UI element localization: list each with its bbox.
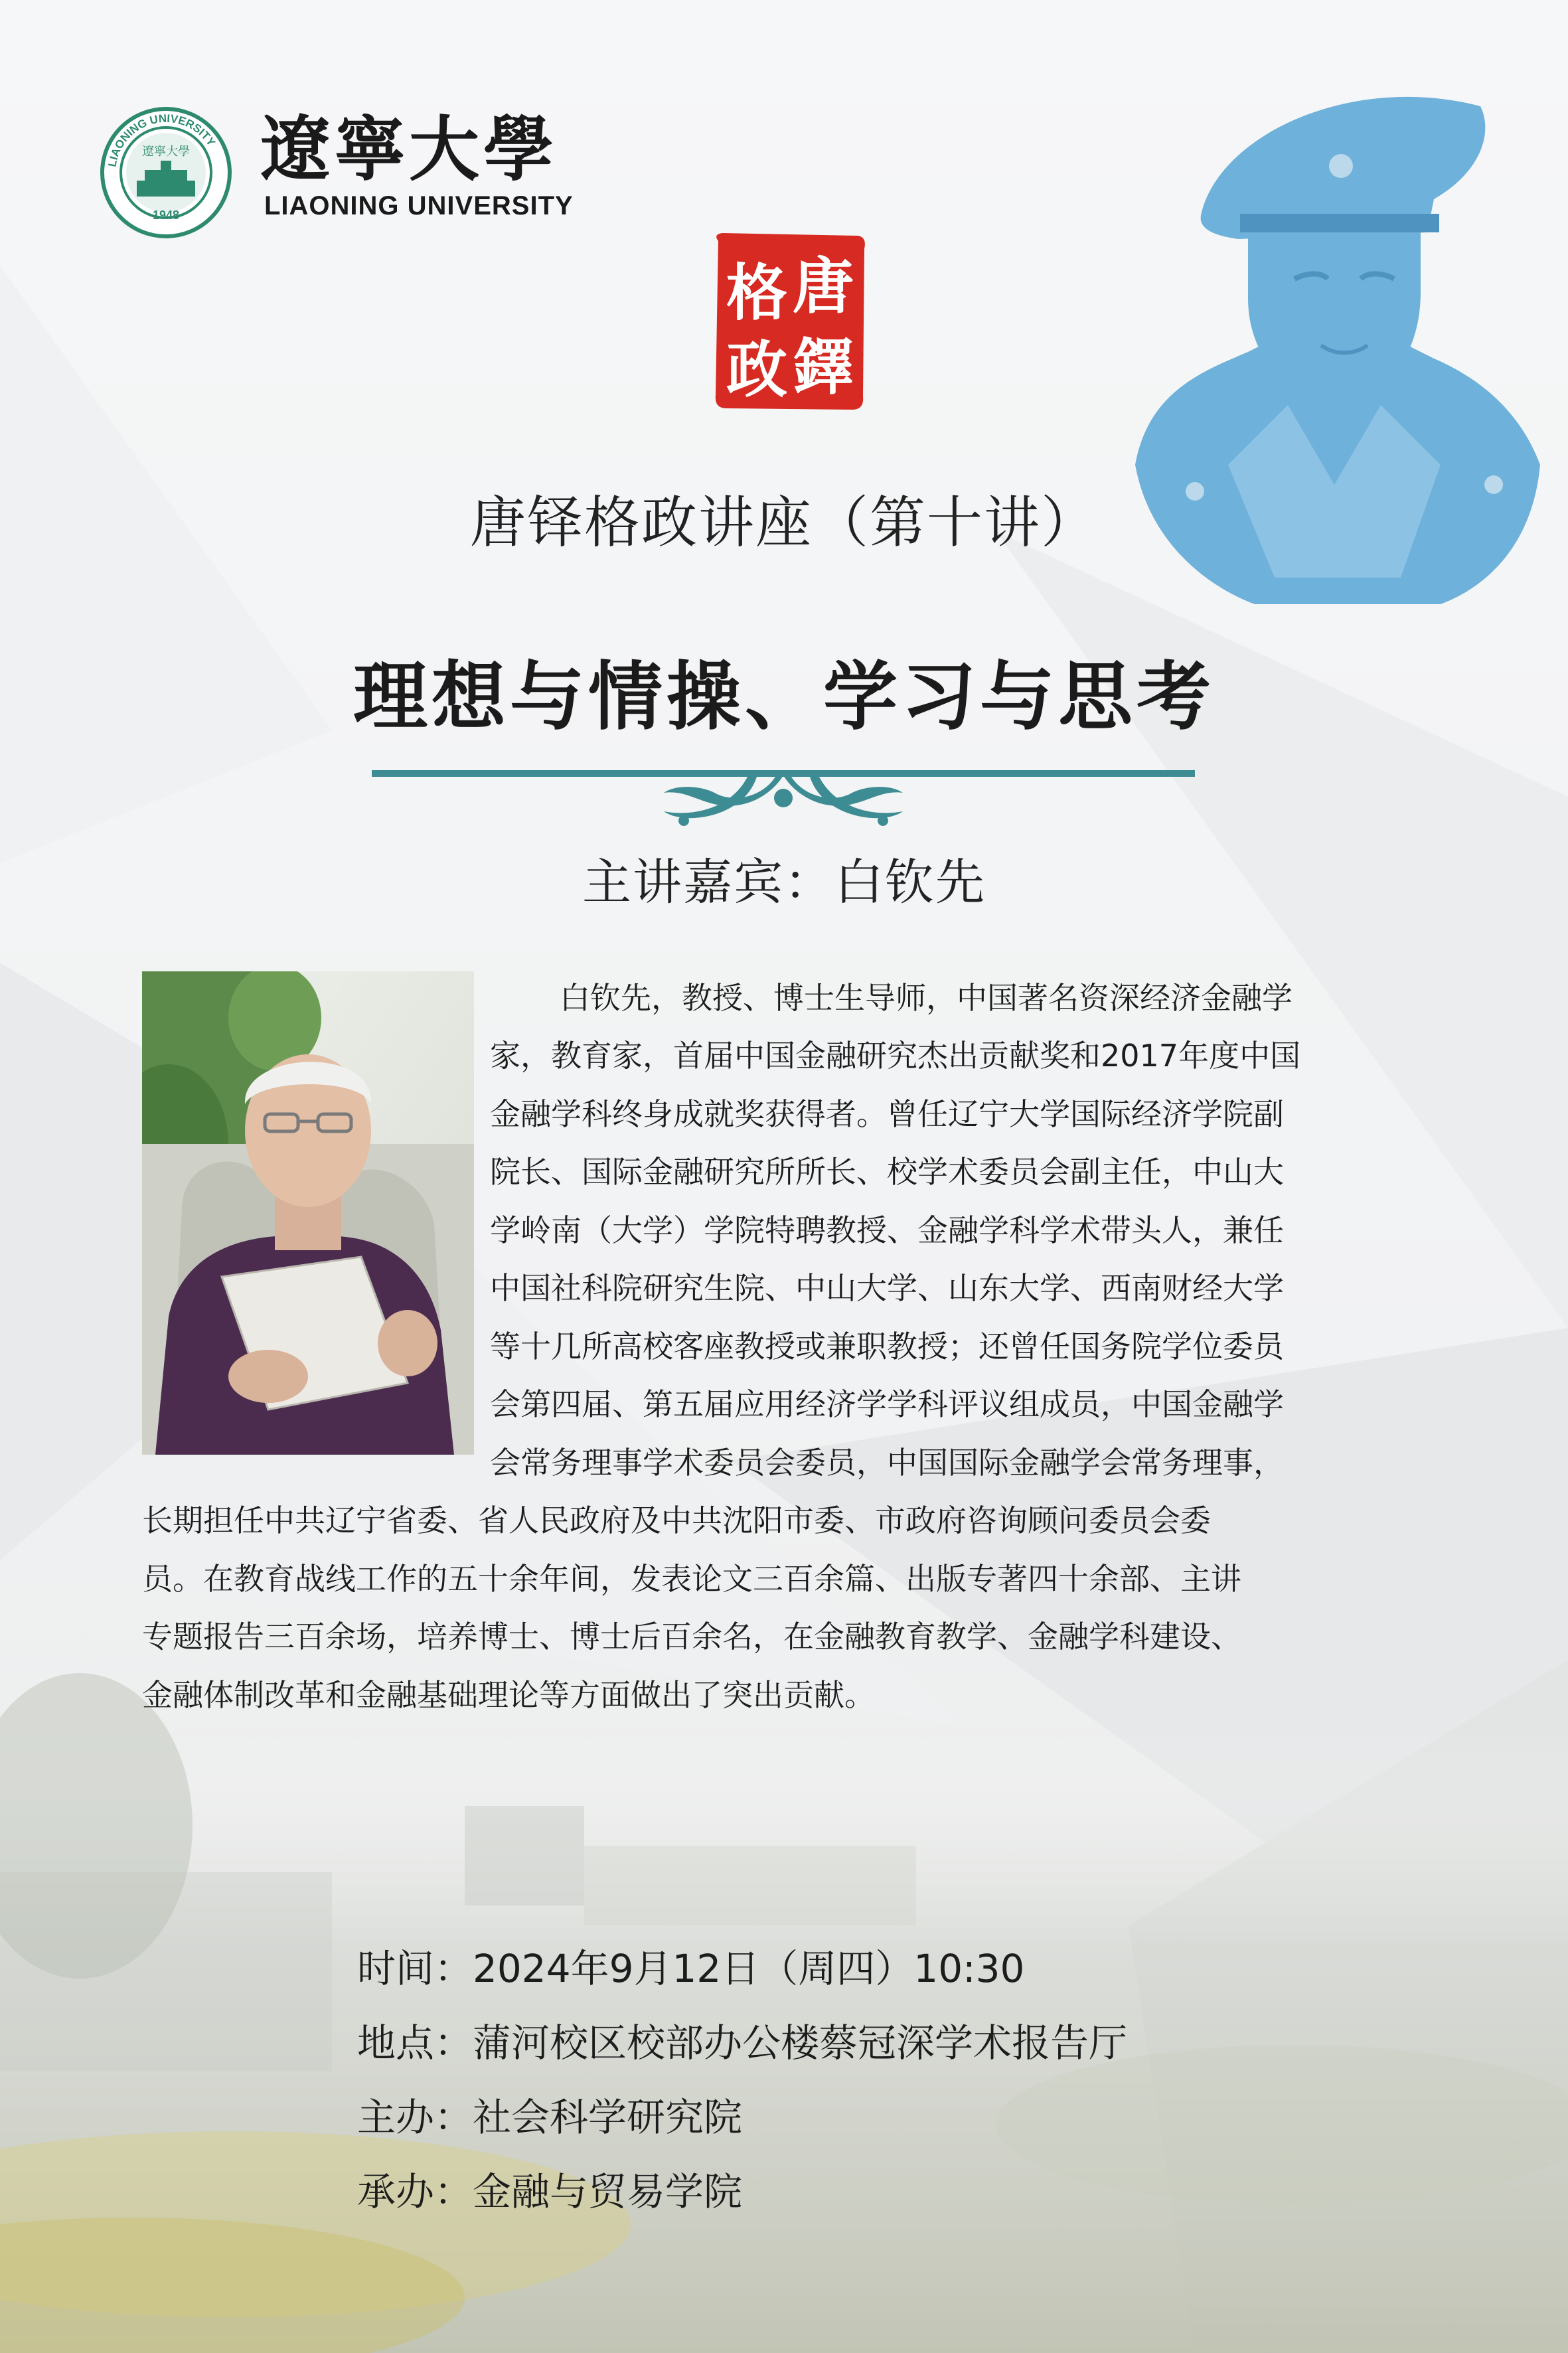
seal-char-duo: 鐸 — [792, 331, 854, 403]
lecture-series-title: 唐铎格政讲座（第十讲） — [469, 490, 1098, 555]
bio-line: 家，教育家，首届中国金融研究杰出贡献奖和2017年度中国 — [490, 1038, 1301, 1074]
bio-line: 员。在教育战线工作的五十余年间，发表论文三百余篇、出版专著四十余部、主讲 — [142, 1561, 1241, 1597]
university-name-en: LIAONING UNIVERSITY — [264, 191, 574, 220]
speaker-photo — [142, 971, 474, 1455]
emblem-ring-text: LIAONING UNIVERSITY — [106, 112, 218, 168]
emblem-year: 1948 — [152, 208, 180, 222]
emblem-center-text: 遼寧大學 — [142, 145, 190, 159]
bio-line: 会常务理事学术委员会委员，中国国际金融学会常务理事， — [490, 1445, 1284, 1481]
event-organizer: 承办：金融与贸易学院 — [357, 2169, 743, 2214]
bio-line: 长期担任中共辽宁省委、省人民政府及中共沈阳市委、市政府咨询顾问委员会委 — [142, 1502, 1211, 1538]
event-time: 时间：2024年9月12日（周四）10:30 — [357, 1946, 1025, 1991]
seal-char-ge: 格 — [726, 257, 788, 329]
bio-line: 金融学科终身成就奖获得者。曾任辽宁大学国际经济学院副 — [490, 1096, 1284, 1132]
seal-char-tang: 唐 — [792, 250, 854, 322]
bio-line: 会第四届、第五届应用经济学学科评议组成员，中国金融学 — [490, 1386, 1284, 1422]
bio-line: 等十几所高校客座教授或兼职教授；还曾任国务院学位委员 — [490, 1329, 1284, 1364]
lecture-title: 理想与情操、学习与思考 — [353, 653, 1215, 740]
bio-line: 白钦先，教授、博士生导师，中国著名资深经济金融学 — [560, 980, 1293, 1016]
bio-line: 金融体制改革和金融基础理论等方面做出了突出贡献。 — [142, 1677, 875, 1713]
event-place: 地点：蒲河校区校部办公楼蔡冠深学术报告厅 — [357, 2020, 1128, 2066]
bio-line: 专题报告三百余场，培养博士、博士后百余名，在金融教育教学、金融学科建设、 — [142, 1619, 1241, 1655]
ornament-divider-icon — [372, 757, 1195, 830]
bio-line: 学岭南（大学）学院特聘教授、金融学科学术带头人，兼任 — [490, 1212, 1284, 1248]
guest-speaker: 主讲嘉宾：白钦先 — [582, 854, 986, 911]
university-name-cn: 遼寧大學 — [260, 108, 558, 191]
event-host: 主办：社会科学研究院 — [357, 2095, 743, 2140]
university-emblem-icon — [100, 106, 232, 239]
bio-line: 院长、国际金融研究所所长、校学术委员会副主任，中山大 — [490, 1154, 1284, 1190]
lecture-seal-icon — [710, 229, 870, 415]
seal-char-zheng: 政 — [726, 334, 788, 406]
bio-line: 中国社科院研究生院、中山大学、山东大学、西南财经大学 — [490, 1270, 1284, 1306]
